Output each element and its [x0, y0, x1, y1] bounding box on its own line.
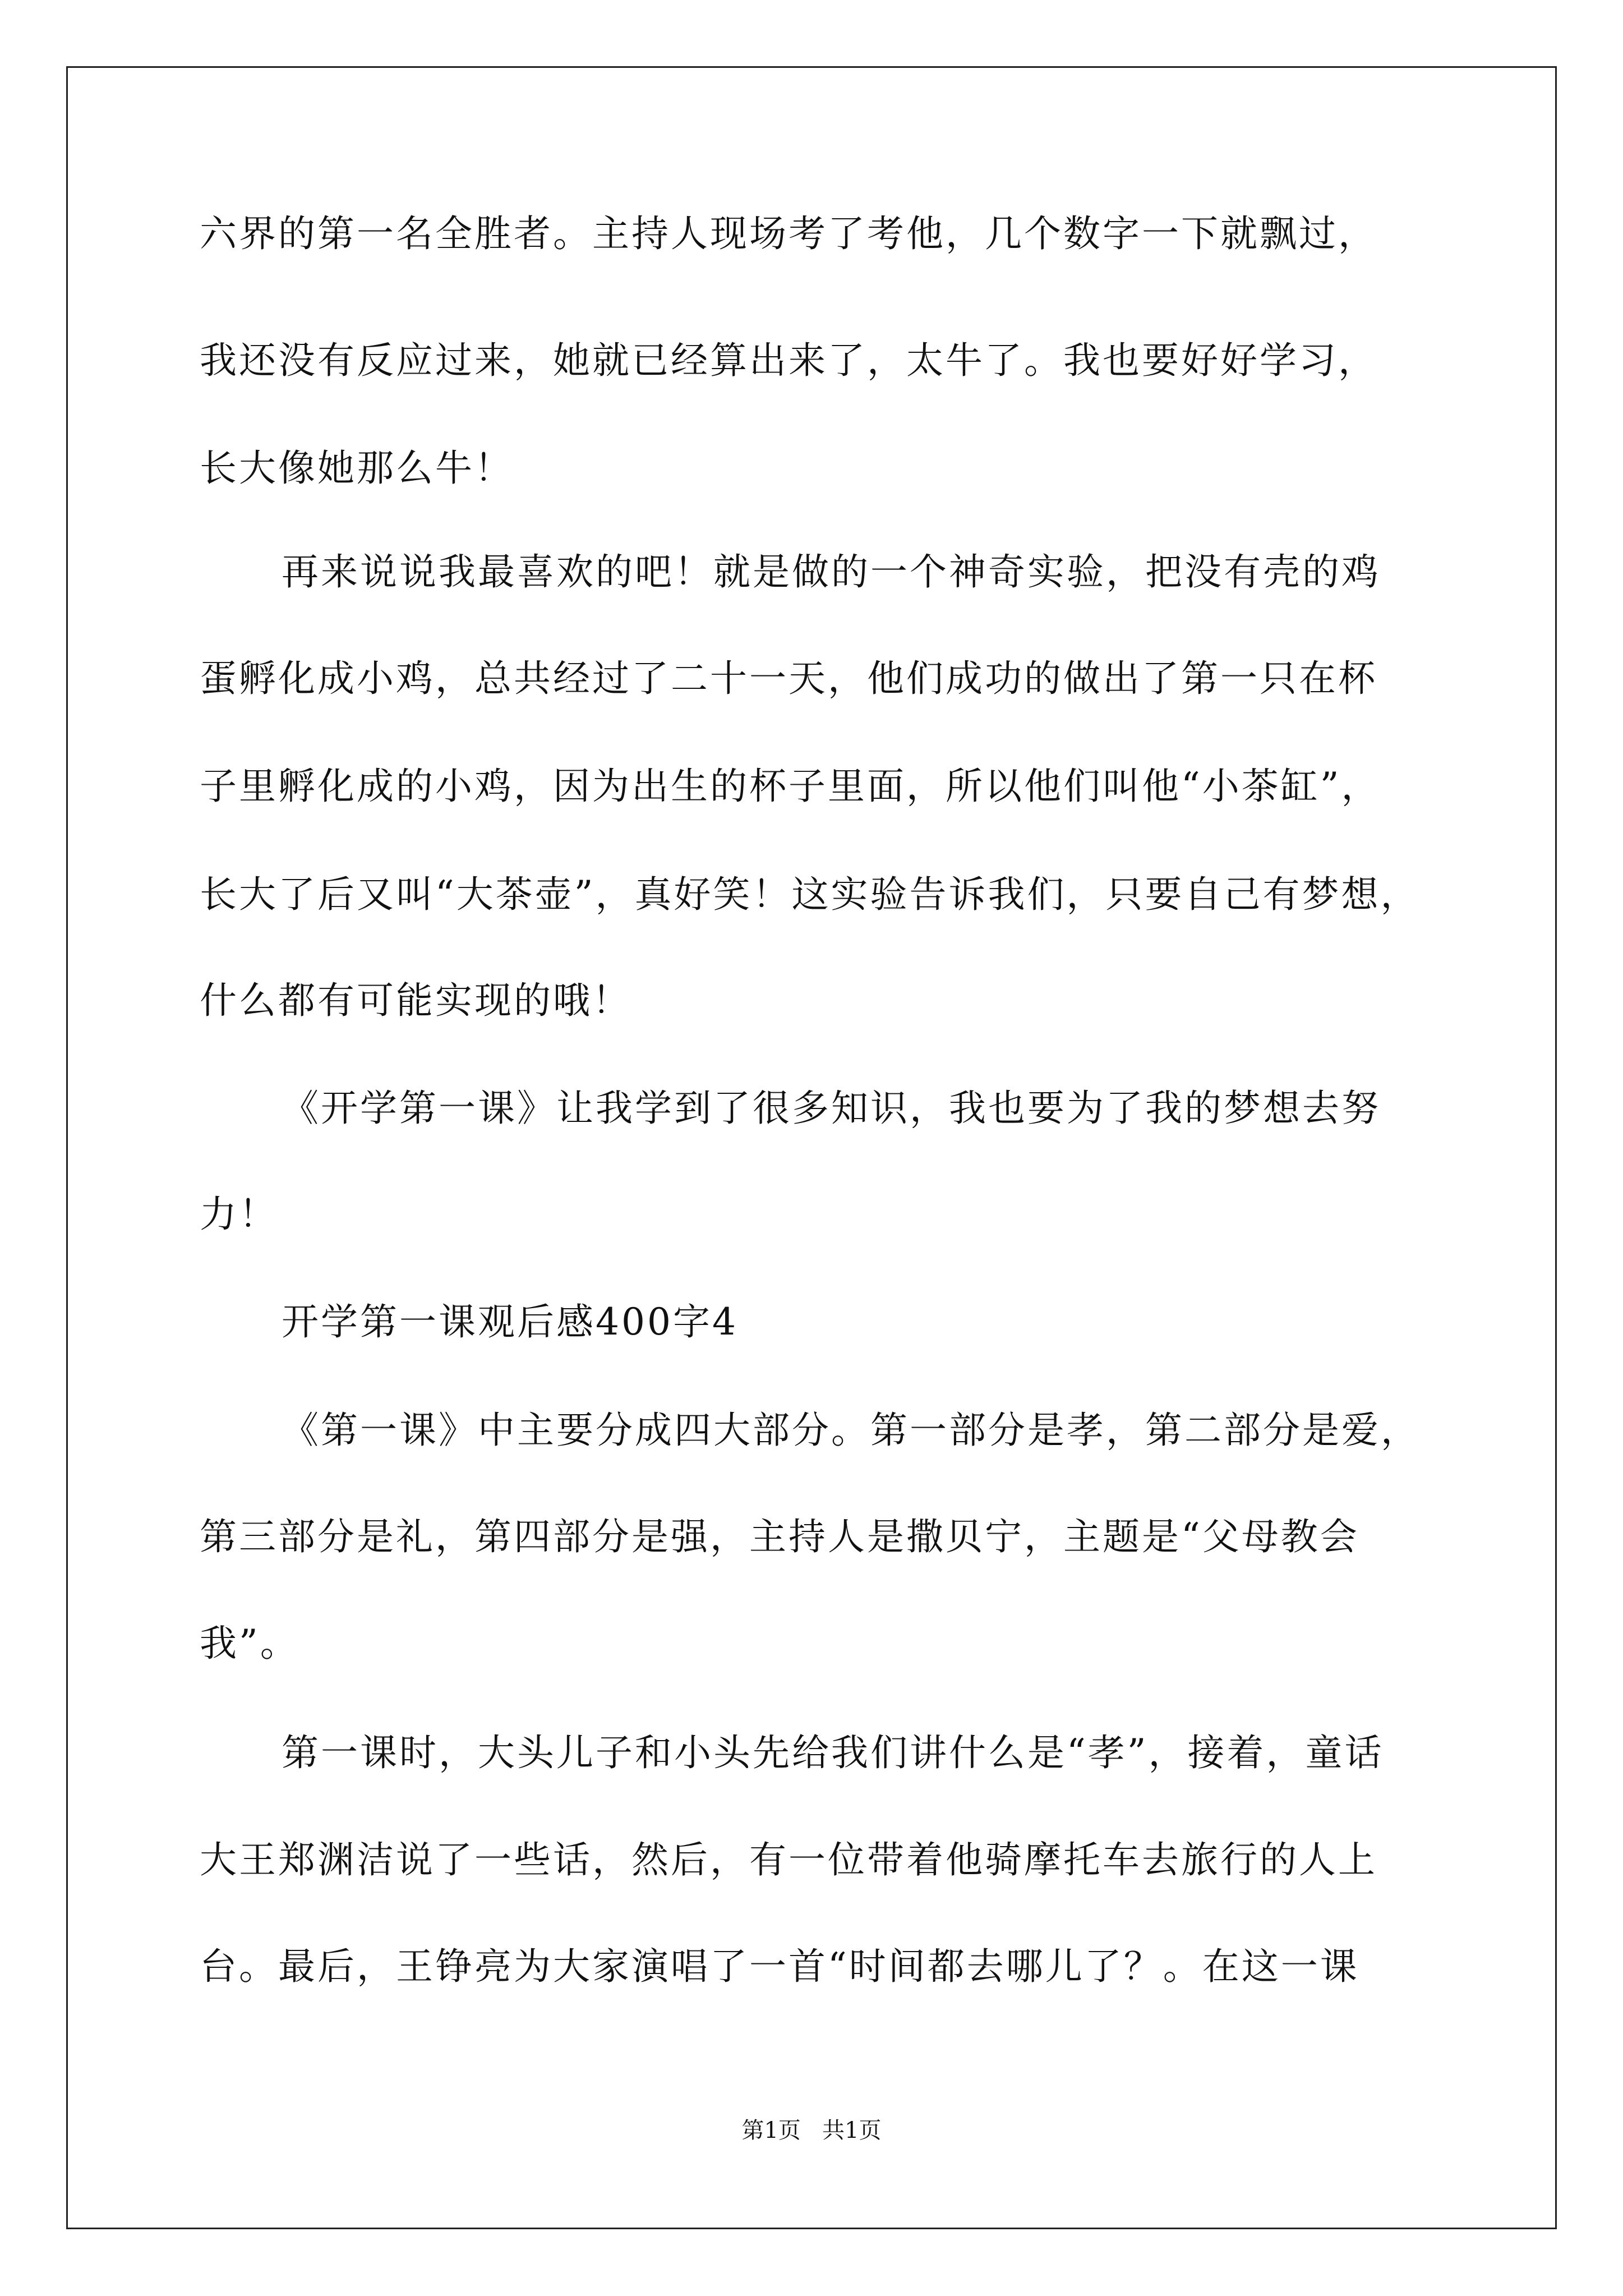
text-line: 蛋孵化成小鸡，总共经过了二十一天，他们成功的做出了第一只在杯: [200, 657, 1377, 700]
paragraph-first-line: 再来说说我最喜欢的吧！就是做的一个神奇实验，把没有壳的鸡: [282, 550, 1381, 593]
section-heading: 开学第一课观后感400字4: [282, 1300, 738, 1343]
text-line: 我”。: [200, 1622, 299, 1665]
text-line: 长大像她那么牛！: [200, 447, 514, 490]
text-line: 大王郑渊洁说了一些话，然后，有一位带着他骑摩托车去旅行的人上: [200, 1838, 1377, 1881]
text-line: 第三部分是礼，第四部分是强，主持人是撒贝宁，主题是“父母教会: [200, 1515, 1359, 1558]
text-line: 长大了后又叫“大茶壶”，真好笑！这实验告诉我们，只要自己有梦想，: [200, 873, 1420, 916]
text-line: 什么都有可能实现的哦！: [200, 979, 631, 1022]
paragraph-first-line: 《第一课》中主要分成四大部分。第一部分是孝，第二部分是爱，: [282, 1409, 1420, 1452]
paragraph-first-line: 第一课时，大头儿子和小头先给我们讲什么是“孝”，接着，童话: [282, 1731, 1384, 1774]
text-line: 力！: [200, 1193, 278, 1236]
text-line: 我还没有反应过来，她就已经算出来了，太牛了。我也要好好学习，: [200, 339, 1377, 382]
page-footer: 第1页 共1页: [741, 2118, 882, 2143]
paragraph-first-line: 《开学第一课》让我学到了很多知识，我也要为了我的梦想去努: [282, 1087, 1381, 1130]
page-border: [66, 66, 1557, 2229]
text-line: 台。最后，王铮亮为大家演唱了一首“时间都去哪儿了？。在这一课: [200, 1945, 1359, 1988]
text-line: 六界的第一名全胜者。主持人现场考了考他，几个数字一下就飘过，: [200, 212, 1377, 255]
text-line: 子里孵化成的小鸡，因为出生的杯子里面，所以他们叫他“小茶缸”，: [200, 765, 1381, 808]
